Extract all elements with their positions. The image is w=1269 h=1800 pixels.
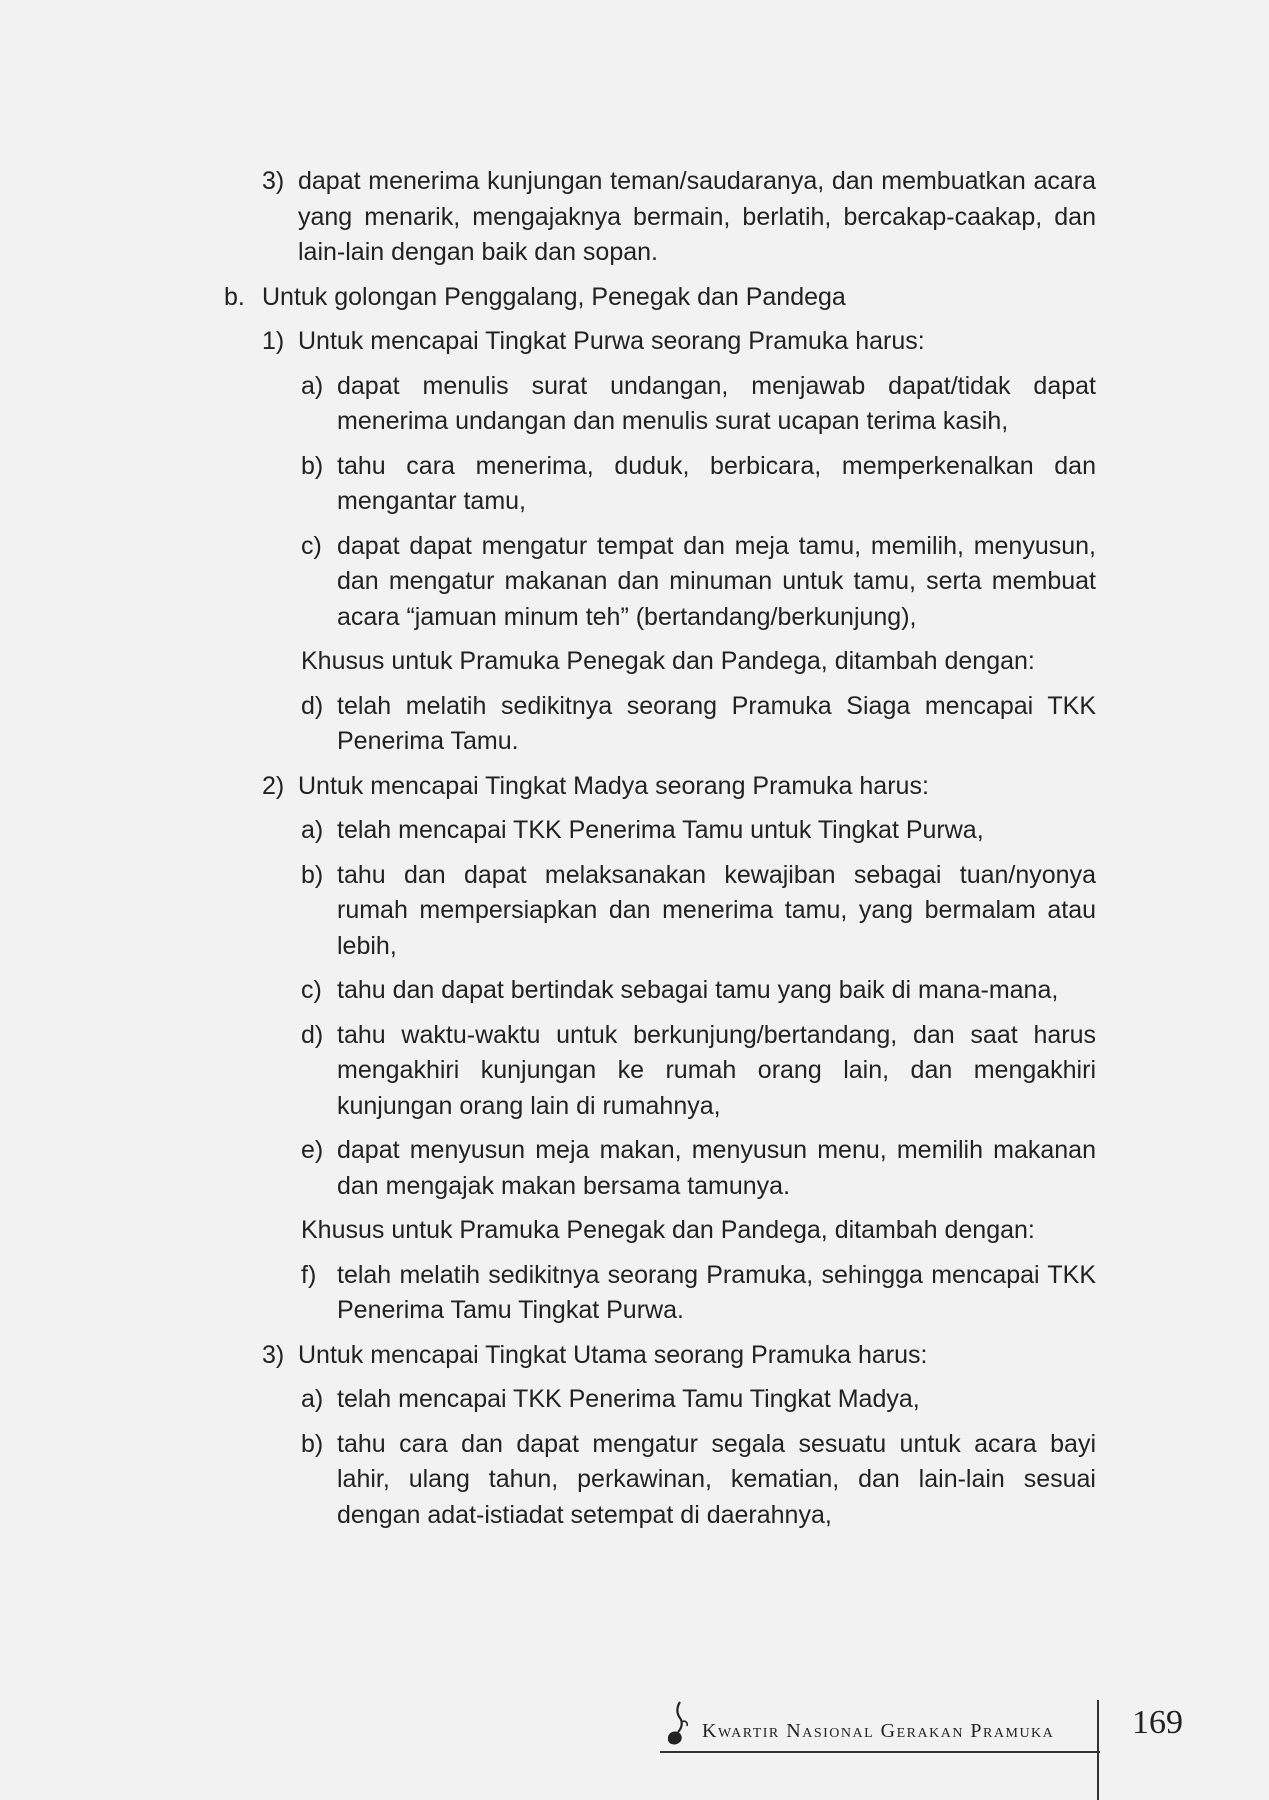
list-item	[301, 1382, 1096, 1418]
section-b	[224, 280, 1096, 316]
subsection-purwa	[262, 324, 1096, 360]
list-item	[301, 449, 1096, 520]
section-heading: Untuk golongan Penggalang, Penegak dan Pandega	[262, 282, 846, 311]
list-item	[301, 1018, 1096, 1125]
tunas-kelapa-icon	[663, 1700, 693, 1748]
list-text: dapat menerima kunjungan teman/saudaranya, dan membuatkan acara yang menarik, mengajaknya bermain, berlatih, bercakap-caakap, dan lain-lain dengan baik dan sopan.	[298, 167, 1096, 266]
subsection-utama	[262, 1338, 1096, 1374]
list-marker: c)	[301, 531, 322, 560]
list-text: tahu cara dan dapat mengatur segala sesuatu untuk acara bayi lahir, ulang tahun, perkawinan, kematian, dan lain-lain sesuai dengan adat-istiadat setempat di daerahnya,	[337, 1429, 1096, 1529]
list-text: telah mencapai TKK Penerima Tamu Tingkat Madya,	[337, 1385, 920, 1413]
list-text: dapat menulis surat undangan, menjawab dapat/tidak dapat menerima undangan dan menulis surat ucapan terima kasih,	[337, 371, 1096, 435]
subsection-marker: 1)	[262, 327, 285, 355]
note-text: Khusus untuk Pramuka Penegak dan Pandega, ditambah dengan:	[301, 1216, 1035, 1244]
list-item	[301, 1133, 1096, 1204]
list-item	[262, 164, 1096, 271]
list-text: tahu cara menerima, duduk, berbicara, memperkenalkan dan mengantar tamu,	[337, 451, 1096, 515]
list-marker: b)	[301, 860, 324, 889]
footer-divider	[660, 1751, 1100, 1753]
subsection-marker: 2)	[262, 771, 285, 800]
subsection-heading: Untuk mencapai Tingkat Madya seorang Pramuka harus:	[298, 771, 929, 800]
list-marker: a)	[301, 816, 324, 844]
list-marker: b)	[301, 451, 324, 480]
list-item	[301, 529, 1096, 636]
footer-org-name: Kwartir Nasional Gerakan Pramuka	[702, 1720, 1055, 1742]
list-text: tahu waktu-waktu untuk berkunjung/bertandang, dan saat harus mengakhiri kunjungan ke rumah orang lain, dan mengakhiri kunjungan orang lain di rumahnya,	[337, 1020, 1096, 1120]
list-text: tahu dan dapat bertindak sebagai tamu yang baik di mana-mana,	[337, 976, 1059, 1004]
list-marker: f)	[301, 1260, 317, 1289]
list-item	[301, 1427, 1096, 1534]
list-marker: 3)	[262, 167, 285, 195]
list-text: dapat dapat mengatur tempat dan meja tamu, memilih, menyusun, dan mengatur makanan dan minuman untuk tamu, serta membuat acara “jamuan minum teh” (bertandang/berkunjung),	[337, 531, 1096, 631]
section-marker: b.	[224, 282, 245, 311]
subsection-marker: 3)	[262, 1340, 285, 1369]
note-text: Khusus untuk Pramuka Penegak dan Pandega, ditambah dengan:	[301, 647, 1035, 675]
list-text: telah melatih sedikitnya seorang Pramuka, sehingga mencapai TKK Penerima Tamu Tingkat Purwa.	[337, 1260, 1096, 1324]
list-marker: c)	[301, 976, 322, 1004]
list-marker: a)	[301, 1385, 324, 1413]
list-marker: e)	[301, 1136, 324, 1164]
list-marker: a)	[301, 371, 324, 400]
list-text: telah melatih sedikitnya seorang Pramuka Siaga mencapai TKK Penerima Tamu.	[337, 691, 1096, 755]
subsection-heading: Untuk mencapai Tingkat Purwa seorang Pramuka harus:	[298, 327, 925, 355]
list-item	[301, 858, 1096, 965]
list-item	[301, 813, 1096, 849]
document-body	[0, 164, 1269, 1542]
page-number: 169	[1132, 1704, 1183, 1741]
list-item	[301, 689, 1096, 760]
footer-vertical-divider	[1097, 1700, 1099, 1800]
list-text: tahu dan dapat melaksanakan kewajiban sebagai tuan/nyonya rumah mempersiapkan dan menerima tamu, yang bermalam atau lebih,	[337, 860, 1096, 960]
list-item	[301, 973, 1096, 1009]
list-item	[301, 1258, 1096, 1329]
list-text: dapat menyusun meja makan, menyusun menu, memilih makanan dan mengajak makan bersama tamunya.	[337, 1136, 1096, 1200]
list-marker: d)	[301, 691, 324, 720]
list-text: telah mencapai TKK Penerima Tamu untuk Tingkat Purwa,	[337, 816, 984, 844]
page-footer	[660, 1700, 1269, 1800]
list-marker: d)	[301, 1020, 324, 1049]
subsection-madya	[262, 769, 1096, 805]
list-item	[301, 369, 1096, 440]
list-marker: b)	[301, 1429, 324, 1458]
subsection-heading: Untuk mencapai Tingkat Utama seorang Pramuka harus:	[298, 1340, 928, 1369]
